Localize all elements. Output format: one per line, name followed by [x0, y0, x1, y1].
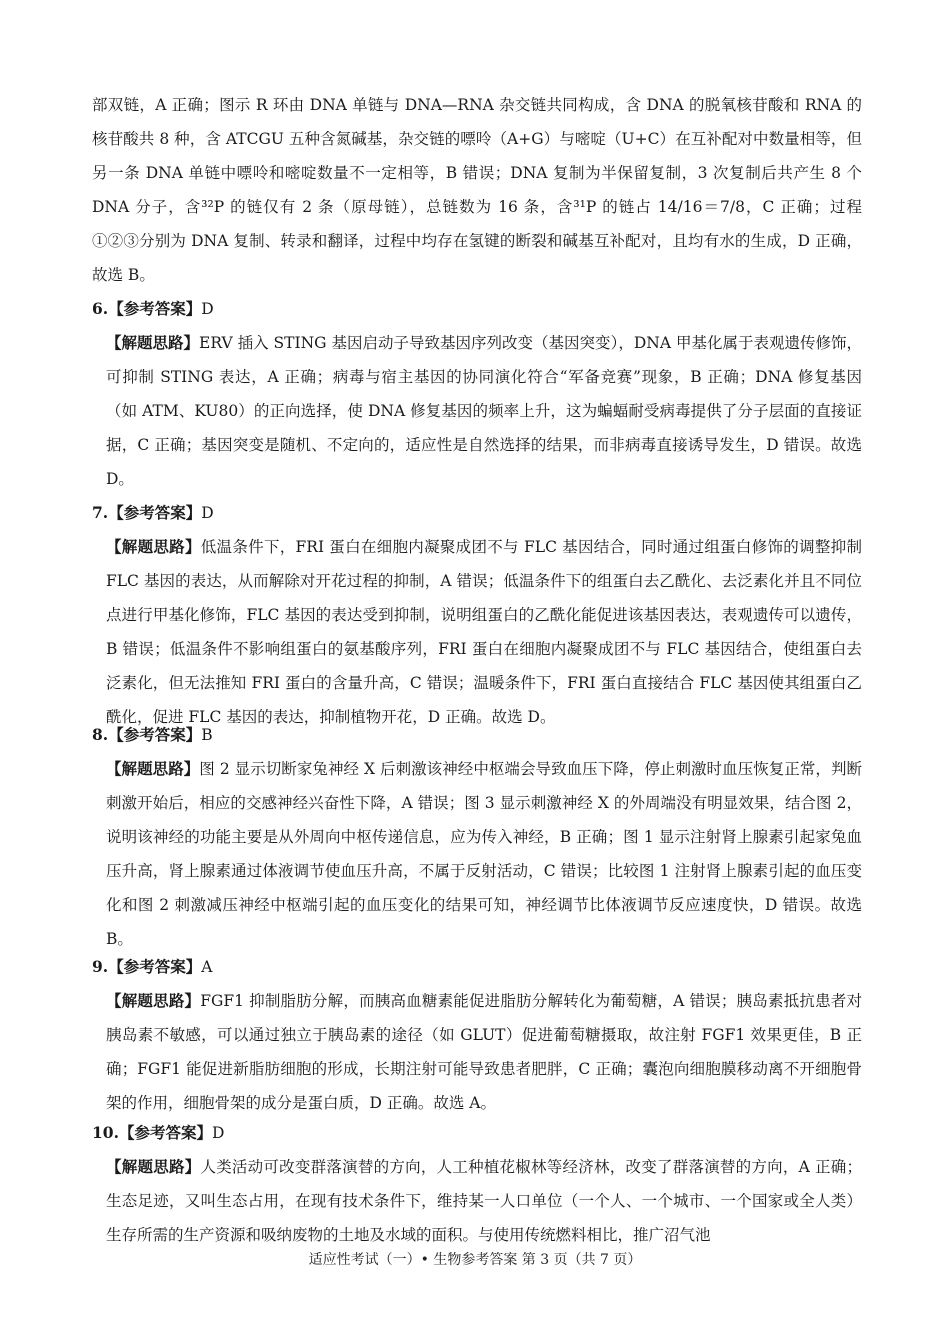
- q10-analysis-text: 人类活动可改变群落演替的方向，人工种植花椒林等经济林，改变了群落演替的方向，A 正确；生态足迹，又叫生态占用，在现有技术条件下，维持某一人口单位（一个人、一个城市、一个国家或全人类）生存所需的生产资源和吸纳废物的土地及水域的面积。与使用传统燃料相比，推广沼气池: [106, 1158, 862, 1244]
- q10-analysis: [106, 1150, 862, 1252]
- q8-answer-line: [92, 718, 213, 752]
- q7-answer-line: [92, 496, 214, 530]
- q10-answer: D: [211, 1124, 225, 1142]
- q9-answer-line: [92, 950, 212, 984]
- continuation-paragraph: [92, 88, 862, 292]
- q7-number: 7.: [92, 503, 109, 522]
- q8-analysis: [106, 752, 862, 956]
- q6-answer-label: 【参考答案】: [108, 299, 202, 318]
- q7-analysis-label: 【解题思路】: [106, 537, 201, 556]
- q7-answer: D: [201, 504, 214, 522]
- q9-analysis: [106, 984, 862, 1120]
- q10-answer-line: [92, 1116, 224, 1150]
- q6-analysis-text: ERV 插入 STING 基因启动子导致基因序列改变（基因突变），DNA 甲基化属于表观遗传修饰，可抑制 STING 表达，A 正确；病毒与宿主基因的协同演化符合“军备竞赛”现象，B 正确；DNA 修复基因（如 ATM、KU80）的正向选择，使 DNA 修复基因的频率上升，这为蝙蝠耐受病毒提供了分子层面的直接证据，C 正确；基因突变是随机、不定向的，适应性是自然选择的结果，而非病毒直接诱导发生，D 错误。故选 D。: [106, 334, 862, 488]
- q8-number: 8.: [92, 725, 109, 744]
- q8-answer-label: 【参考答案】: [108, 725, 202, 744]
- q10-answer-label: 【参考答案】: [118, 1123, 212, 1142]
- q7-answer-label: 【参考答案】: [108, 503, 202, 522]
- q6-number: 6.: [92, 299, 109, 318]
- page-footer: 适应性考试（一）• 生物参考答案 第 3 页（共 7 页）: [308, 1252, 642, 1268]
- q9-analysis-label: 【解题思路】: [106, 991, 201, 1010]
- q10-analysis-label: 【解题思路】: [106, 1157, 201, 1176]
- q6-analysis: [106, 326, 862, 496]
- q8-analysis-text: 图 2 显示切断家兔神经 X 后刺激该神经中枢端会导致血压下降，停止刺激时血压恢复正常，判断刺激开始后，相应的交感神经兴奋性下降，A 错误；图 3 显示刺激神经 X 的外周端没有明显效果，结合图 2，说明该神经的功能主要是从外周向中枢传递信息，应为传入神经，B 正确；图 1 显示注射肾上腺素引起家兔血压升高，肾上腺素通过体液调节使血压升高，不属于反射活动，C 错误；比较图 1 注射肾上腺素引起的血压变化和图 2 刺激减压神经中枢端引起的血压变化的结果可知，神经调节比体液调节反应速度快，D 错误。故选 B。: [106, 760, 862, 948]
- q6-answer-line: [92, 292, 214, 326]
- q9-analysis-text: FGF1 抑制脂肪分解，而胰高血糖素能促进脂肪分解转化为葡萄糖，A 错误；胰岛素抵抗患者对胰岛素不敏感，可以通过独立于胰岛素的途径（如 GLUT）促进葡萄糖摄取，故注射 FGF1 效果更佳，B 正确；FGF1 能促进新脂肪细胞的形成，长期注射可能导致患者肥胖，C 正确；囊泡向细胞膜移动离不开细胞骨架的作用，细胞骨架的成分是蛋白质，D 正确。故选 A。: [106, 992, 862, 1112]
- q9-number: 9.: [92, 957, 109, 976]
- q6-answer: D: [201, 300, 214, 318]
- q10-number: 10.: [92, 1123, 119, 1142]
- q9-answer: A: [201, 958, 213, 976]
- q6-analysis-label: 【解题思路】: [106, 333, 200, 352]
- q8-analysis-label: 【解题思路】: [106, 759, 200, 778]
- q7-analysis-text: 低温条件下，FRI 蛋白在细胞内凝聚成团不与 FLC 基因结合，同时通过组蛋白修饰的调整抑制 FLC 基因的表达，从而解除对开花过程的抑制，A 错误；低温条件下的组蛋白去乙酰化、去泛素化并且不同位点进行甲基化修饰，FLC 基因的表达受到抑制，说明组蛋白的乙酰化能促进该基因表达，表观遗传可以遗传，B 错误；低温条件不影响组蛋白的氨基酸序列，FRI 蛋白在细胞内凝聚成团不与 FLC 基因结合，使组蛋白去泛素化，但无法推知 FRI 蛋白的含量升高，C 错误；温暖条件下，FRI 蛋白直接结合 FLC 基因使其组蛋白乙酰化，促进 FLC 基因的表达，抑制植物开花，D 正确。故选 D。: [106, 538, 862, 726]
- q7-analysis: [106, 530, 862, 734]
- continuation-text: 部双链，A 正确；图示 R 环由 DNA 单链与 DNA—RNA 杂交链共同构成，含 DNA 的脱氧核苷酸和 RNA 的核苷酸共 8 种，含 ATCGU 五种含氮碱基，杂交链的嘌呤（A+G）与嘧啶（U+C）在互补配对中数量相等，但另一条 DNA 单链中嘌呤和嘧啶数量不一定相等，B 错误；DNA 复制为半保留复制，3 次复制后共产生 8 个 DNA 分子，含³²P 的链仅有 2 条（原母链），总链数为 16 条，含³¹P 的链占 14/16＝7/8，C 正确；过程①②③分别为 DNA 复制、转录和翻译，过程中均存在氢键的断裂和碱基互补配对，且均有水的生成，D 正确，故选 B。: [92, 96, 862, 284]
- q9-answer-label: 【参考答案】: [108, 957, 202, 976]
- q8-answer: B: [201, 726, 213, 744]
